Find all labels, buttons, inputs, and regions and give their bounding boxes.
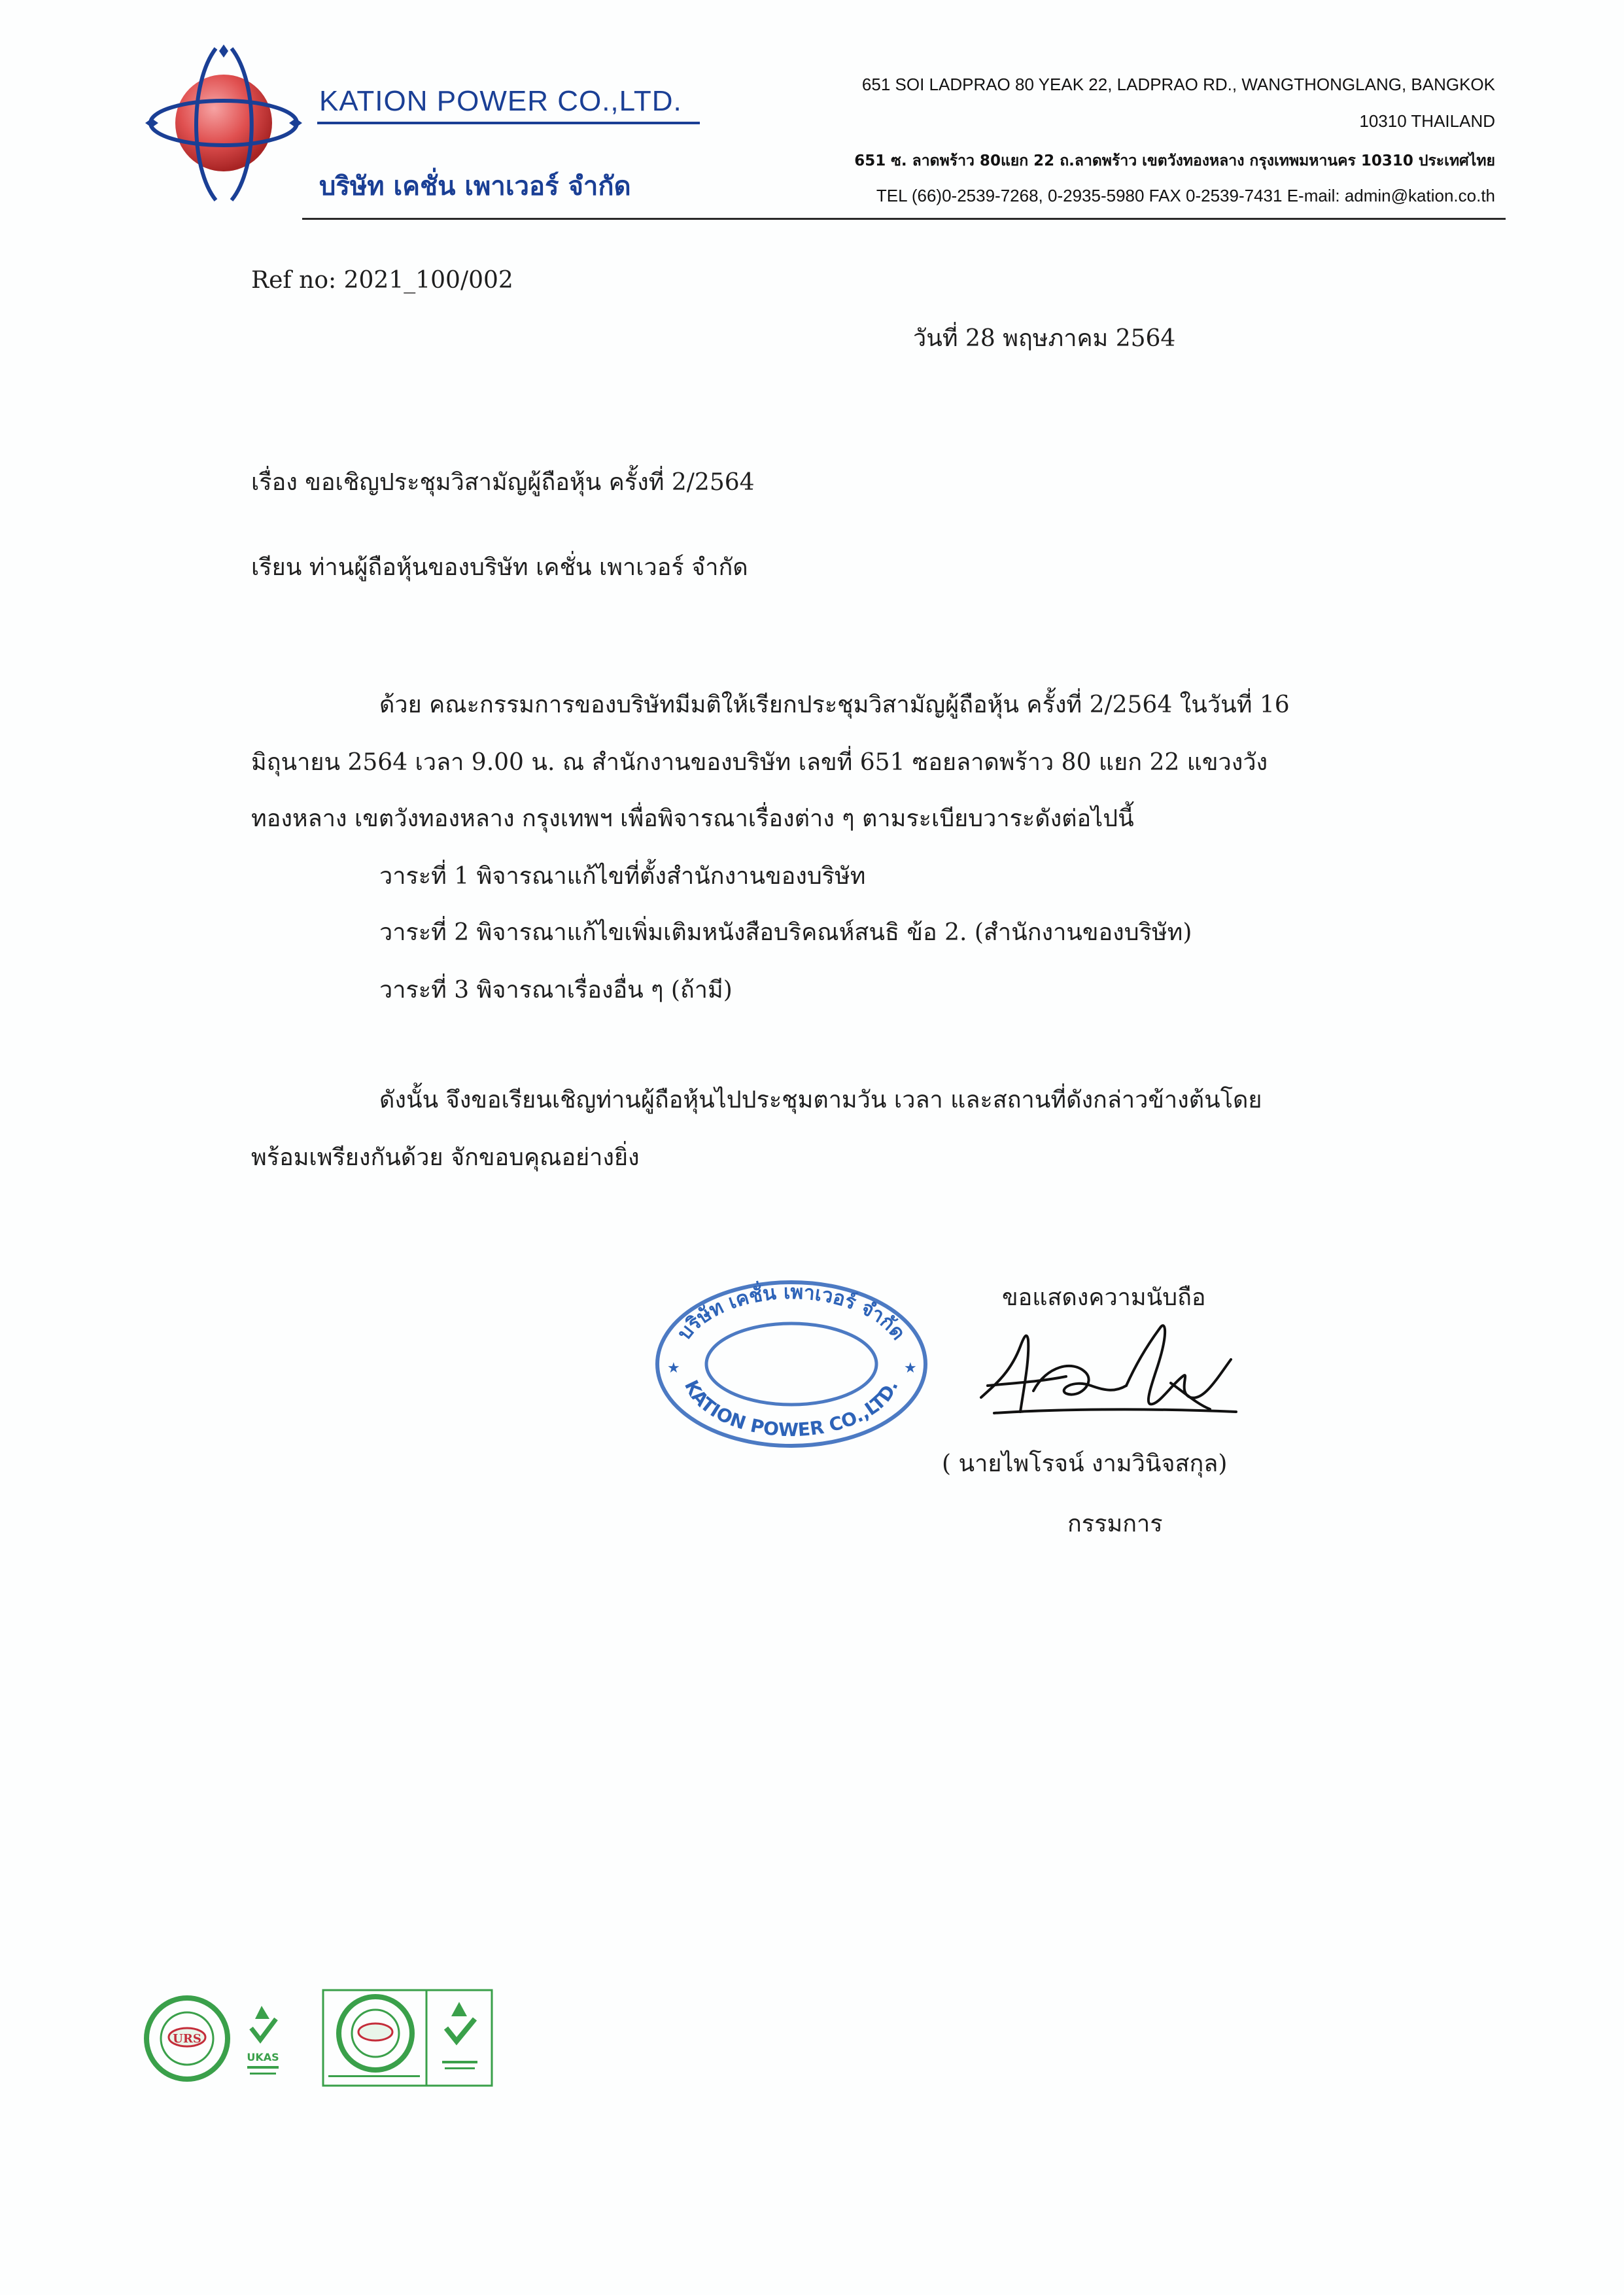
agenda-item: วาระที่ 1 พิจารณาแก้ไขที่ตั้งสำนักงานของบริษัท bbox=[379, 863, 866, 890]
handwritten-signature bbox=[975, 1320, 1243, 1425]
letterhead bbox=[0, 0, 1624, 236]
company-name-en: KATION POWER CO.,LTD. bbox=[319, 85, 682, 117]
svg-text:★: ★ bbox=[667, 1360, 680, 1376]
urs-ukas-badge-icon bbox=[322, 1989, 493, 2087]
urs-mark-text: URS bbox=[173, 2032, 201, 2046]
signatory-title: กรรมการ bbox=[1067, 1511, 1163, 1537]
stamp-text-en: KATION POWER CO.,LTD. bbox=[680, 1376, 903, 1441]
closing-paragraph-line-2: พร้อมเพรียงกันด้วย จักขอบคุณอย่างยิ่ง bbox=[251, 1144, 640, 1171]
letter-subject: เรื่อง ขอเชิญประชุมวิสามัญผู้ถือหุ้น ครั้งที่ 2/2564 bbox=[251, 469, 755, 496]
company-stamp bbox=[648, 1276, 935, 1452]
agenda-item: วาระที่ 3 พิจารณาเรื่องอื่น ๆ (ถ้ามี) bbox=[379, 977, 733, 1004]
body-paragraph-line-1: ด้วย คณะกรรมการของบริษัทมีมติให้เรียกประชุมวิสามัญผู้ถือหุ้น ครั้งที่ 2/2564 ในวันที่ 16 bbox=[379, 692, 1290, 718]
svg-text:★: ★ bbox=[904, 1360, 917, 1376]
company-logo bbox=[144, 43, 307, 207]
urs-seal-icon bbox=[143, 1993, 293, 2084]
address-en-line2: 10310 THAILAND bbox=[1359, 111, 1495, 131]
signatory-name: ( นายไพโรจน์ งามวินิจสกุล) bbox=[942, 1450, 1228, 1477]
company-name-underline bbox=[317, 122, 700, 124]
address-th: 651 ซ. ลาดพร้าว 80แยก 22 ถ.ลาดพร้าว เขตวังทองหลาง กรุงเทพมหานคร 10310 ประเทศไทย bbox=[854, 152, 1495, 169]
agenda-item: วาระที่ 2 พิจารณาแก้ไขเพิ่มเติมหนังสือบริคณห์สนธิ ข้อ 2. (สำนักงานของบริษัท) bbox=[379, 919, 1192, 946]
certification-badge-1 bbox=[143, 1993, 293, 2084]
address-en-line1: 651 SOI LADPRAO 80 YEAK 22, LADPRAO RD., WANGTHONGLANG, BANGKOK bbox=[861, 75, 1495, 94]
company-name-th: บริษัท เคชั่น เพาเวอร์ จำกัด bbox=[319, 171, 631, 201]
svg-text:บริษัท เคชั่น เพาเวอร์ จำกัด bbox=[673, 1280, 910, 1344]
ukas-mark-text: UKAS bbox=[247, 2051, 279, 2063]
letter-date: วันที่ 28 พฤษภาคม 2564 bbox=[913, 325, 1176, 352]
body-paragraph-line-3: ทองหลาง เขตวังทองหลาง กรุงเทพฯ เพื่อพิจารณาเรื่องต่าง ๆ ตามระเบียบวาระดังต่อไปนี้ bbox=[251, 805, 1134, 832]
closing-paragraph-line-1: ดังนั้น จึงขอเรียนเชิญท่านผู้ถือหุ้นไปประชุมตามวัน เวลา และสถานที่ดังกล่าวข้างต้นโดย bbox=[379, 1087, 1262, 1113]
regards-text: ขอแสดงความนับถือ bbox=[1002, 1284, 1206, 1311]
letter-addressee: เรียน ท่านผู้ถือหุ้นของบริษัท เคชั่น เพาเวอร์ จำกัด bbox=[251, 554, 748, 581]
certification-badge-2 bbox=[322, 1989, 493, 2087]
ref-number: Ref no: 2021_100/002 bbox=[251, 267, 513, 294]
contact-info: TEL (66)0-2539-7268, 0-2935-5980 FAX 0-2539-7431 E-mail: admin@kation.co.th bbox=[876, 186, 1495, 205]
body-paragraph-line-2: มิถุนายน 2564 เวลา 9.00 น. ณ สำนักงานของบริษัท เลขที่ 651 ซอยลาดพร้าว 80 แยก 22 แขวงวัง bbox=[251, 749, 1268, 776]
stamp-text-th: บริษัท เคชั่น เพาเวอร์ จำกัด bbox=[672, 1280, 910, 1345]
letterhead-divider bbox=[302, 218, 1506, 220]
